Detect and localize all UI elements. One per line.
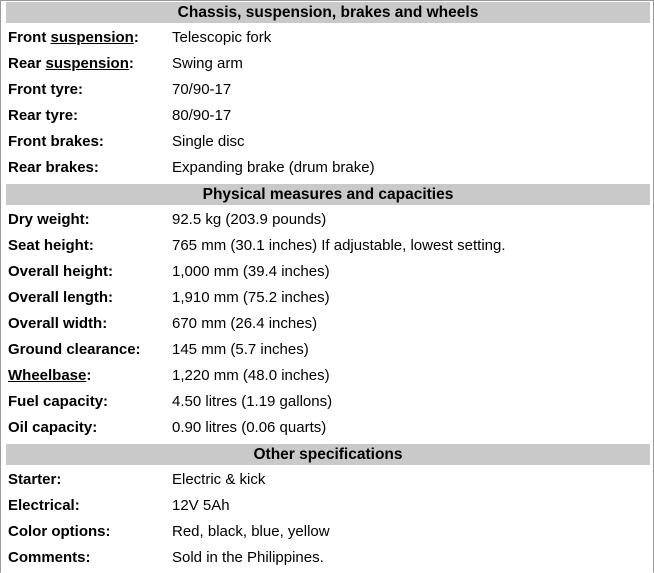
- spec-row-rear-tyre: [1, 103, 654, 129]
- spec-value: Telescopic fork: [172, 29, 272, 46]
- spec-label: Seat height:: [8, 237, 94, 254]
- spec-label: Electrical:: [8, 497, 80, 514]
- spec-value: Expanding brake (drum brake): [172, 159, 375, 176]
- spec-row-rear-brakes: [1, 155, 654, 181]
- spec-row-front-brakes: [1, 129, 654, 155]
- suspension-link[interactable]: suspension: [50, 29, 134, 46]
- spec-row-wheelbase: [1, 363, 654, 389]
- spec-label: Rear brakes:: [8, 159, 99, 176]
- wheelbase-link[interactable]: Wheelbase: [8, 367, 87, 384]
- spec-value: 670 mm (26.4 inches): [172, 315, 318, 332]
- spec-value: 1,910 mm (75.2 inches): [172, 289, 330, 306]
- suspension-link[interactable]: suspension: [45, 55, 129, 72]
- spec-value: Sold in the Philippines.: [172, 549, 324, 566]
- spec-label: Front brakes:: [8, 133, 104, 150]
- spec-label: Wheelbase:: [8, 367, 92, 384]
- spec-label: Front suspension:: [8, 29, 139, 46]
- spec-row-front-tyre: [1, 77, 654, 103]
- spec-value: 765 mm (30.1 inches) If adjustable, lowest setting.: [172, 237, 506, 254]
- spec-value: 12V 5Ah: [172, 497, 230, 514]
- spec-label: Overall width:: [8, 315, 108, 332]
- spec-row-oil-capacity: [1, 415, 654, 441]
- spec-label: Oil capacity:: [8, 419, 98, 436]
- spec-row-comments: [1, 545, 654, 571]
- spec-value: 1,000 mm (39.4 inches): [172, 263, 330, 280]
- spec-row-ground-clearance: [1, 337, 654, 363]
- spec-value: 70/90-17: [172, 81, 232, 98]
- spec-row-overall-width: [1, 311, 654, 337]
- spec-label: Fuel capacity:: [8, 393, 109, 410]
- spec-row-electrical: [1, 493, 654, 519]
- spec-label: Comments:: [8, 549, 91, 566]
- spec-label: Overall length:: [8, 289, 114, 306]
- spec-row-dry-weight: [1, 207, 654, 233]
- spec-row-overall-height: [1, 259, 654, 285]
- spec-row-rear-suspension: [1, 51, 654, 77]
- spec-value: 4.50 litres (1.19 gallons): [172, 393, 333, 410]
- spec-label: Dry weight:: [8, 211, 90, 228]
- spec-value: Swing arm: [172, 55, 243, 72]
- spec-label: Rear tyre:: [8, 107, 79, 124]
- spec-value: 92.5 kg (203.9 pounds): [172, 211, 327, 228]
- spec-value: 80/90-17: [172, 107, 232, 124]
- spec-label: Front tyre:: [8, 81, 83, 98]
- spec-value: 0.90 litres (0.06 quarts): [172, 419, 327, 436]
- section-header-chassis: Chassis, suspension, brakes and wheels: [6, 2, 650, 23]
- spec-label: Overall height:: [8, 263, 114, 280]
- spec-label: Color options:: [8, 523, 111, 540]
- section-header-physical: Physical measures and capacities: [6, 184, 650, 205]
- spec-row-seat-height: [1, 233, 654, 259]
- spec-row-color-options: [1, 519, 654, 545]
- spec-value: Single disc: [172, 133, 245, 150]
- spec-label: Starter:: [8, 471, 62, 488]
- section-header-other: Other specifications: [6, 444, 650, 465]
- spec-value: Red, black, blue, yellow: [172, 523, 330, 540]
- spec-row-overall-length: [1, 285, 654, 311]
- spec-value: 145 mm (5.7 inches): [172, 341, 309, 358]
- spec-row-starter: [1, 467, 654, 493]
- spec-label: Rear suspension:: [8, 55, 134, 72]
- spec-label: Ground clearance:: [8, 341, 141, 358]
- spec-value: Electric & kick: [172, 471, 266, 488]
- spec-row-fuel-capacity: [1, 389, 654, 415]
- spec-row-front-suspension: [1, 25, 654, 51]
- spec-value: 1,220 mm (48.0 inches): [172, 367, 330, 384]
